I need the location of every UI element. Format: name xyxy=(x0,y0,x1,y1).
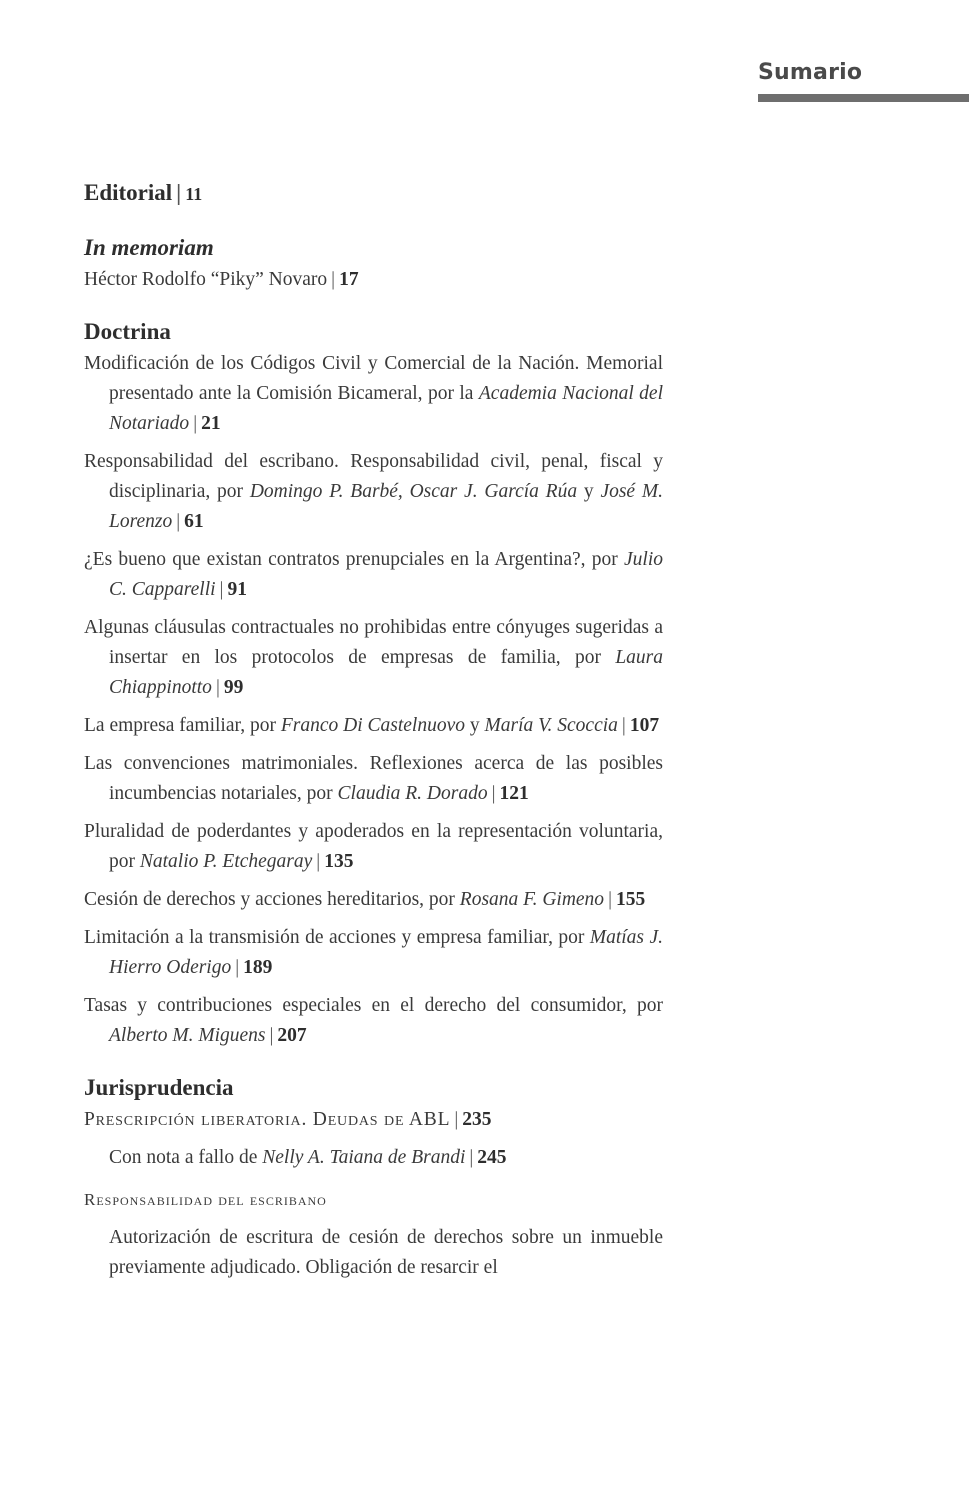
entry-text: Con nota a fallo de xyxy=(109,1147,258,1168)
entry-connector: y xyxy=(583,481,594,502)
page-number: 21 xyxy=(201,413,221,434)
separator: | xyxy=(235,957,240,978)
entry-author: Nelly A. Taiana de Brandi xyxy=(262,1147,466,1168)
separator: | xyxy=(491,783,496,804)
entry-connector: y xyxy=(469,715,480,736)
page-number: 189 xyxy=(243,957,273,978)
toc-entry[interactable] xyxy=(84,545,663,605)
separator: | xyxy=(608,889,612,910)
entry-author: Claudia R. Dorado xyxy=(337,783,488,804)
entry-author: Domingo P. Barbé, Oscar J. García Rúa xyxy=(249,481,578,502)
page-number: 91 xyxy=(227,579,247,600)
entry-text: Modificación de los Códigos Civil y Comercial de la Nación. Memorial presentado ante la Comisión Bicameral, por la xyxy=(84,353,663,404)
toc-entry[interactable] xyxy=(84,749,663,809)
page-number: 135 xyxy=(324,851,354,872)
toc-entry[interactable] xyxy=(84,1105,663,1135)
entry-author: Natalio P. Etchegaray xyxy=(139,851,313,872)
separator: | xyxy=(621,715,626,736)
in-memoriam-heading: In memoriam xyxy=(84,235,214,260)
editorial-heading[interactable] xyxy=(84,176,663,211)
entry-text: Limitación a la transmisión de acciones y empresa familiar, por xyxy=(84,927,585,948)
entry-text: Autorización de escritura de cesión de derechos sobre un inmueble previamente adjudicado. Obligación de resarcir el xyxy=(109,1227,663,1278)
entry-text: La empresa familiar, por xyxy=(84,715,276,736)
toc-subentry[interactable] xyxy=(84,1223,663,1283)
entry-author: Academia Nacional del Notariado xyxy=(109,383,664,434)
toc-entry[interactable] xyxy=(84,885,663,915)
separator: | xyxy=(176,511,181,532)
separator: | xyxy=(316,851,321,872)
entry-author: Rosana F. Gimeno xyxy=(459,889,605,910)
entry-text: Pluralidad de poderdantes y apoderados en la representación voluntaria, por xyxy=(84,821,663,872)
entry-text: Héctor Rodolfo “Piky” Novaro xyxy=(84,269,328,290)
toc-entry[interactable] xyxy=(84,817,663,877)
separator: | xyxy=(454,1109,459,1130)
jurisprudencia-heading: Jurisprudencia xyxy=(84,1075,234,1100)
table-of-contents xyxy=(84,176,663,1283)
page-number: 121 xyxy=(499,783,529,804)
separator: | xyxy=(331,269,336,290)
toc-entry[interactable] xyxy=(84,265,663,295)
toc-entry[interactable] xyxy=(84,349,663,439)
toc-entry[interactable] xyxy=(84,923,663,983)
toc-subentry[interactable] xyxy=(84,1143,663,1173)
separator: | xyxy=(219,579,224,600)
entry-author: Matías J. Hierro Oderigo xyxy=(109,927,663,978)
page-number: 99 xyxy=(223,677,244,698)
entry-author: Laura Chiappinotto xyxy=(109,647,663,698)
toc-entry[interactable] xyxy=(84,711,663,741)
entry-author-2: José M. Lorenzo xyxy=(109,481,663,532)
entry-author: Alberto M. Miguens xyxy=(109,1025,266,1046)
page-number: 245 xyxy=(477,1147,507,1168)
doctrina-heading: Doctrina xyxy=(84,319,171,344)
entry-text: Tasas y contribuciones especiales en el derecho del consumidor, por xyxy=(84,995,663,1016)
entry-text: Algunas cláusulas contractuales no prohibidas entre cónyuges sugeridas a insertar en los protocolos de empresas de familia, por xyxy=(84,617,663,668)
page-number: 17 xyxy=(339,269,359,290)
page-number: 235 xyxy=(462,1109,492,1130)
page-number: 61 xyxy=(184,511,204,532)
separator: | xyxy=(193,413,198,434)
page-number: 155 xyxy=(615,889,646,910)
entry-text: Cesión de derechos y acciones hereditarios, por xyxy=(84,889,455,910)
entry-author: Franco Di Castelnuovo xyxy=(280,715,465,736)
section-header-title: Sumario xyxy=(758,60,863,85)
entry-author: Julio C. Capparelli xyxy=(109,549,664,600)
entry-text: Responsabilidad del escribano. Responsabilidad civil, penal, fiscal y disciplinaria, por xyxy=(84,451,663,502)
page-number: 11 xyxy=(185,184,203,204)
separator: | xyxy=(176,180,182,205)
page-number: 207 xyxy=(277,1025,307,1046)
entry-author-2: María V. Scoccia xyxy=(484,715,618,736)
toc-entry[interactable] xyxy=(84,447,663,537)
entry-text: ¿Es bueno que existan contratos prenupciales en la Argentina?, por xyxy=(84,549,618,570)
entry-heading: Prescripción liberatoria. Deudas de ABL xyxy=(84,1109,451,1130)
entry-text: Las convenciones matrimoniales. Reflexiones acerca de las posibles incumbencias notariales, por xyxy=(84,753,663,804)
entry-heading: Responsabilidad del escribano xyxy=(84,1190,327,1209)
header-rule xyxy=(758,94,969,102)
separator: | xyxy=(469,1147,474,1168)
editorial-title: Editorial xyxy=(84,180,173,205)
toc-entry[interactable] xyxy=(84,613,663,703)
separator: | xyxy=(269,1025,274,1046)
toc-entry[interactable] xyxy=(84,991,663,1051)
separator: | xyxy=(215,677,220,698)
page-number: 107 xyxy=(629,715,660,736)
